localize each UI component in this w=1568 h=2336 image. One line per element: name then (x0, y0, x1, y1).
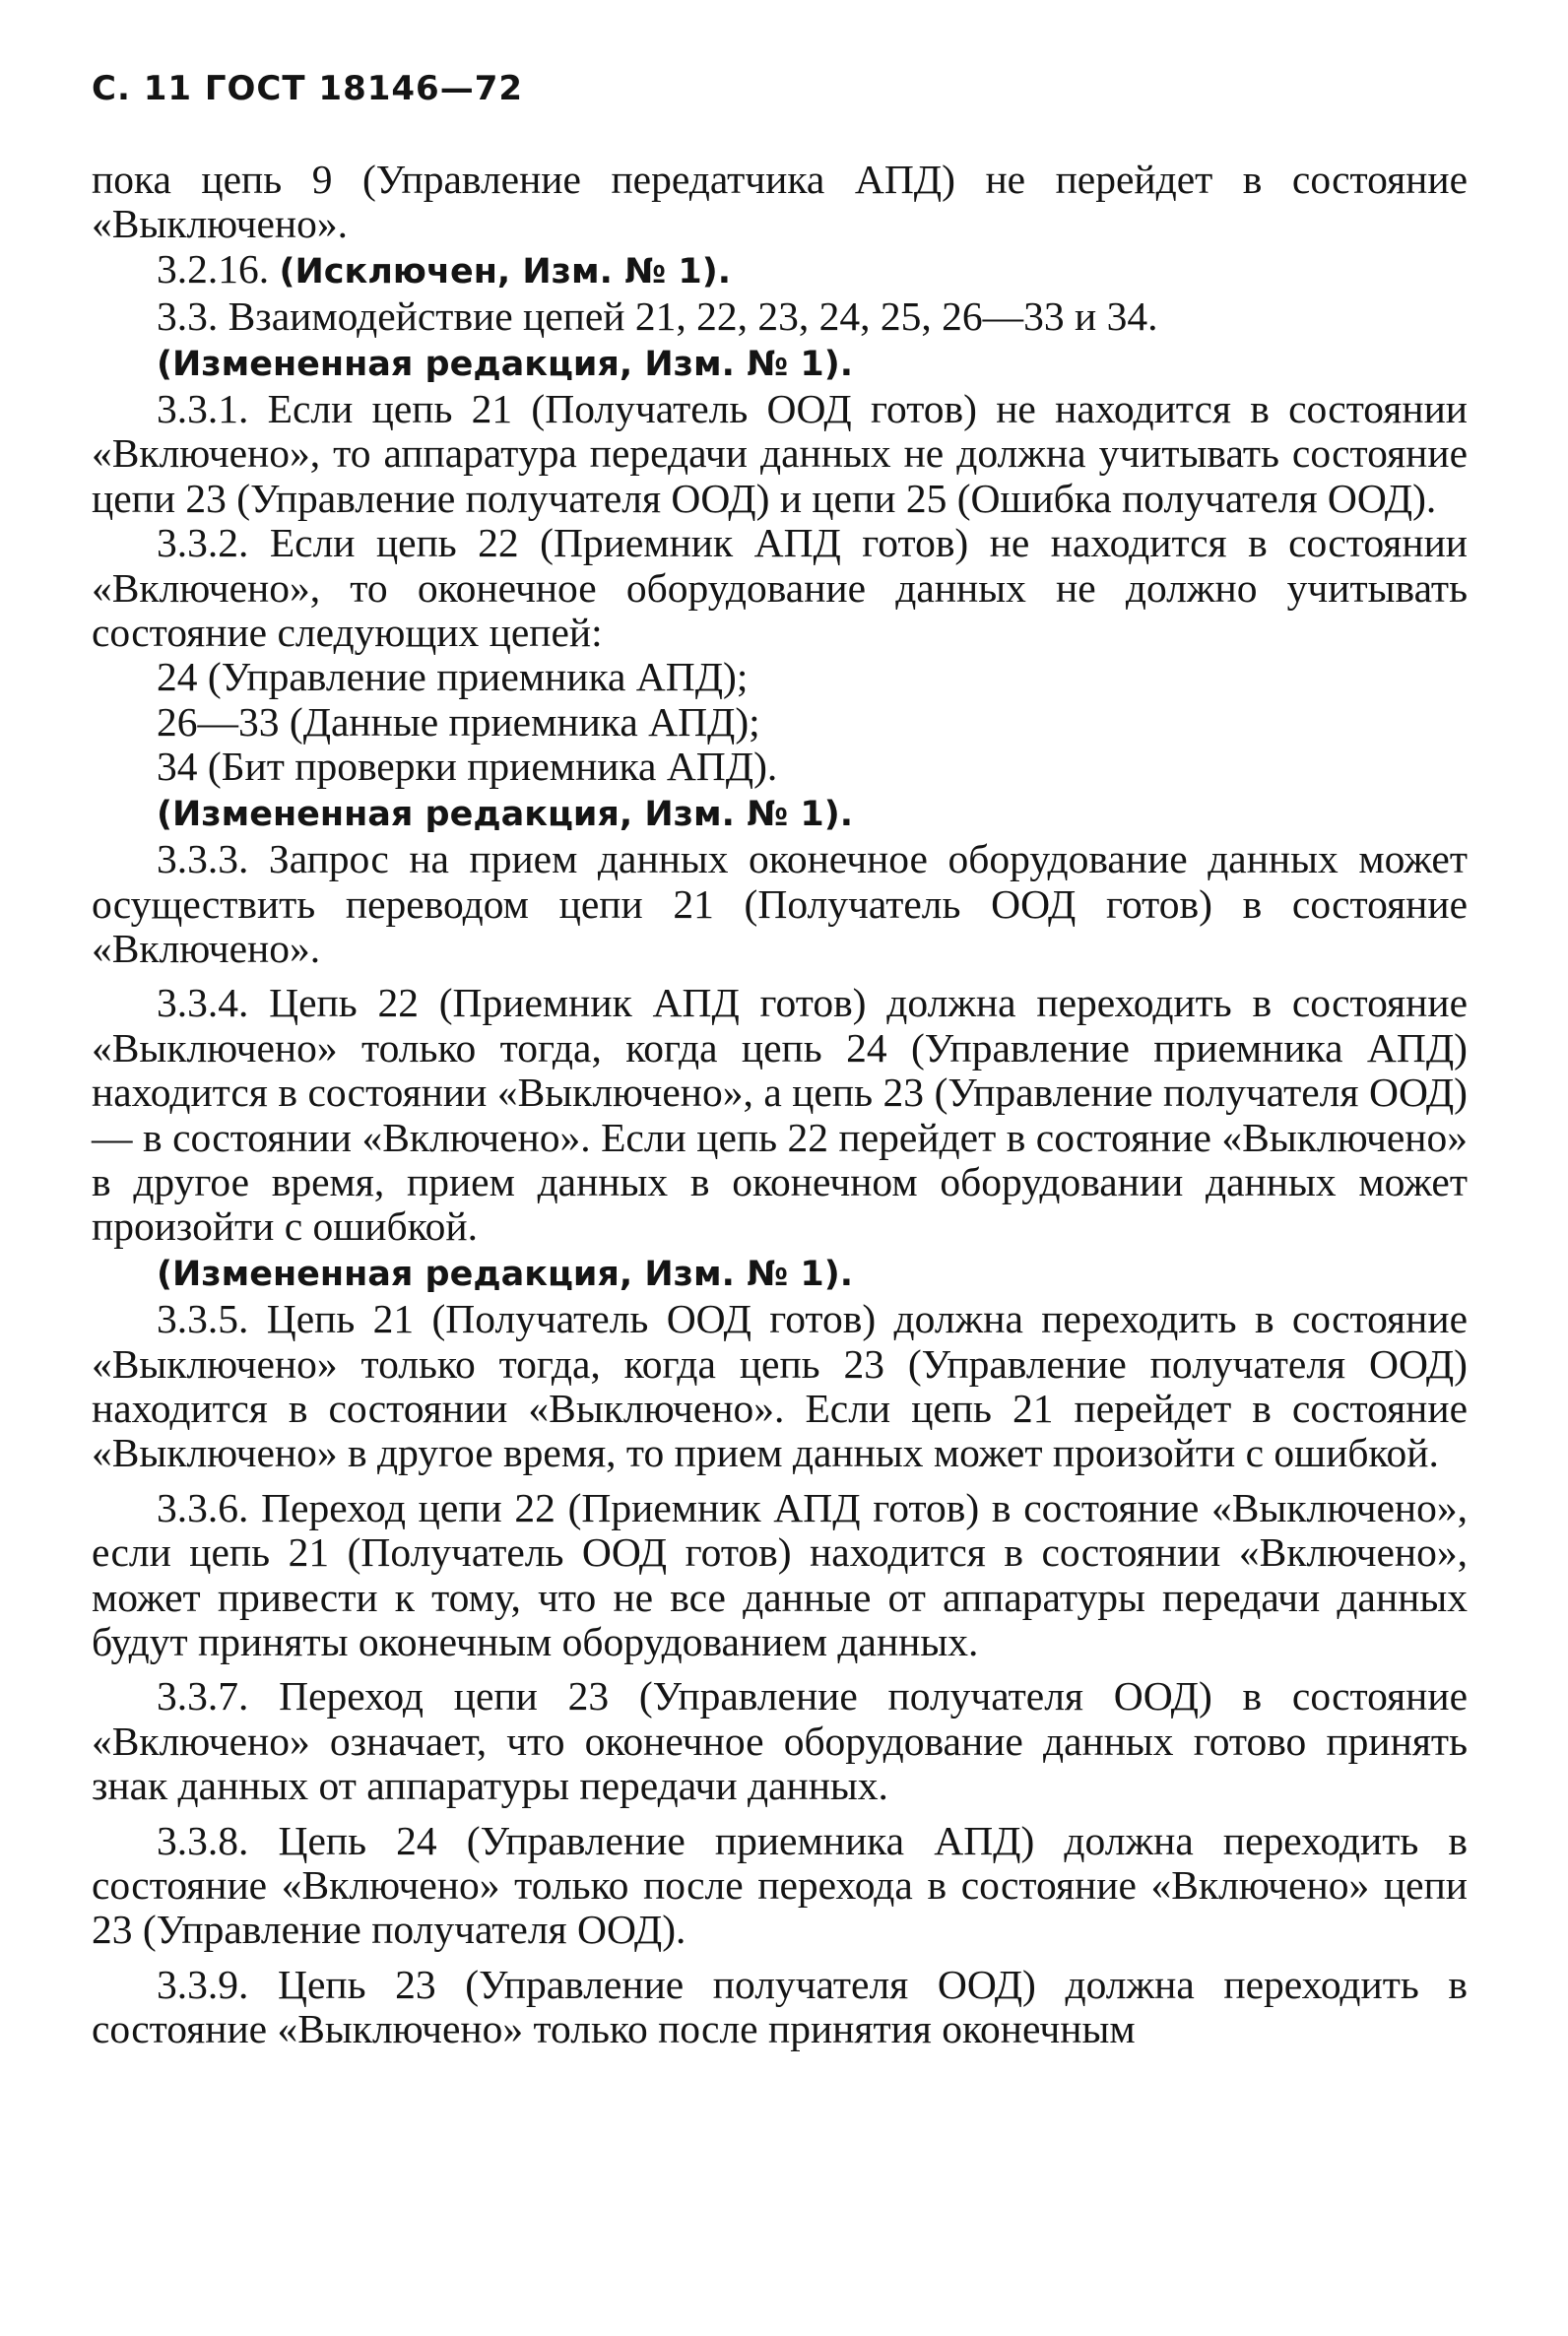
amendment-note: (Измененная редакция, Изм. № 1). (157, 794, 854, 834)
paragraph-3-3-1: 3.3.1. Если цепь 21 (Получатель ООД готов) не находится в состоянии «Включено», то аппаратура передачи данных не должна учитывать состояние цепи 23 (Управление получателя ООД) и цепи 25 (Ошибка получателя ООД). (92, 386, 1468, 521)
paragraph-3-3-4: 3.3.4. Цепь 22 (Приемник АПД готов) должна переходить в состояние «Выключено» только тогда, когда цепь 24 (Управление приемника АПД) находится в состоянии «Выключено», а цепь 23 (Управление получателя ООД) — в состоянии «Включено». Если цепь 22 перейдет в состояние «Выключено» в другое время, прием данных в оконечном оборудовании данных может произойти с ошибкой. (92, 980, 1468, 1250)
paragraph-continuation: пока цепь 9 (Управление передатчика АПД) не перейдет в состояние «Выключено». (92, 157, 1468, 247)
clause-number: 3.2.16. (157, 245, 280, 292)
paragraph-3-3-6: 3.3.6. Переход цепи 22 (Приемник АПД готов) в состояние «Выключено», если цепь 21 (Получатель ООД готов) находится в состоянии «Включено», может привести к тому, что не все данные от аппаратуры передачи данных будут приняты оконечным оборудованием данных. (92, 1484, 1468, 1664)
amendment-note: (Измененная редакция, Изм. № 1). (157, 344, 854, 384)
list-item: 26—33 (Данные приемника АПД); (157, 698, 760, 745)
amendment-note: (Измененная редакция, Изм. № 1). (157, 1254, 854, 1294)
excluded-note: (Исключен, Изм. № 1). (279, 251, 732, 292)
paragraph-3-3-7: 3.3.7. Переход цепи 23 (Управление получателя ООД) в состояние «Включено» означает, что оконечное оборудование данных готово принять знак данных от аппаратуры передачи данных. (92, 1673, 1468, 1809)
paragraph-3-3-9: 3.3.9. Цепь 23 (Управление получателя ООД) должна переходить в состояние «Выключено» только после принятия оконечным (92, 1961, 1468, 2052)
list-item: 24 (Управление приемника АПД); (157, 654, 749, 700)
document-body (92, 158, 1468, 2052)
paragraph-3-3-3: 3.3.3. Запрос на прием данных оконечное оборудование данных может осуществить переводом цепи 21 (Получатель ООД готов) в состояние «Включено». (92, 836, 1468, 971)
paragraph-3-3-2: 3.3.2. Если цепь 22 (Приемник АПД готов) не находится в состоянии «Включено», то оконечное оборудование данных не должно учитывать состояние следующих цепей: (92, 520, 1468, 656)
paragraph-3-3-5: 3.3.5. Цепь 21 (Получатель ООД готов) должна переходить в состояние «Выключено» только тогда, когда цепь 23 (Управление получателя ООД) находится в состоянии «Выключено». Если цепь 21 перейдет в состояние «Выключено» в другое время, то прием данных может произойти с ошибкой. (92, 1296, 1468, 1476)
paragraph-3-3: 3.3. Взаимодействие цепей 21, 22, 23, 24, 25, 26—33 и 34. (157, 293, 1158, 340)
list-item: 34 (Бит проверки приемника АПД). (157, 744, 778, 790)
paragraph-3-2-16 (92, 247, 1468, 294)
page-header: С. 11 ГОСТ 18146—72 (92, 69, 524, 108)
paragraph-3-3-8: 3.3.8. Цепь 24 (Управление приемника АПД) должна переходить в состояние «Включено» только после перехода в состояние «Включено» цепи 23 (Управление получателя ООД). (92, 1817, 1468, 1953)
